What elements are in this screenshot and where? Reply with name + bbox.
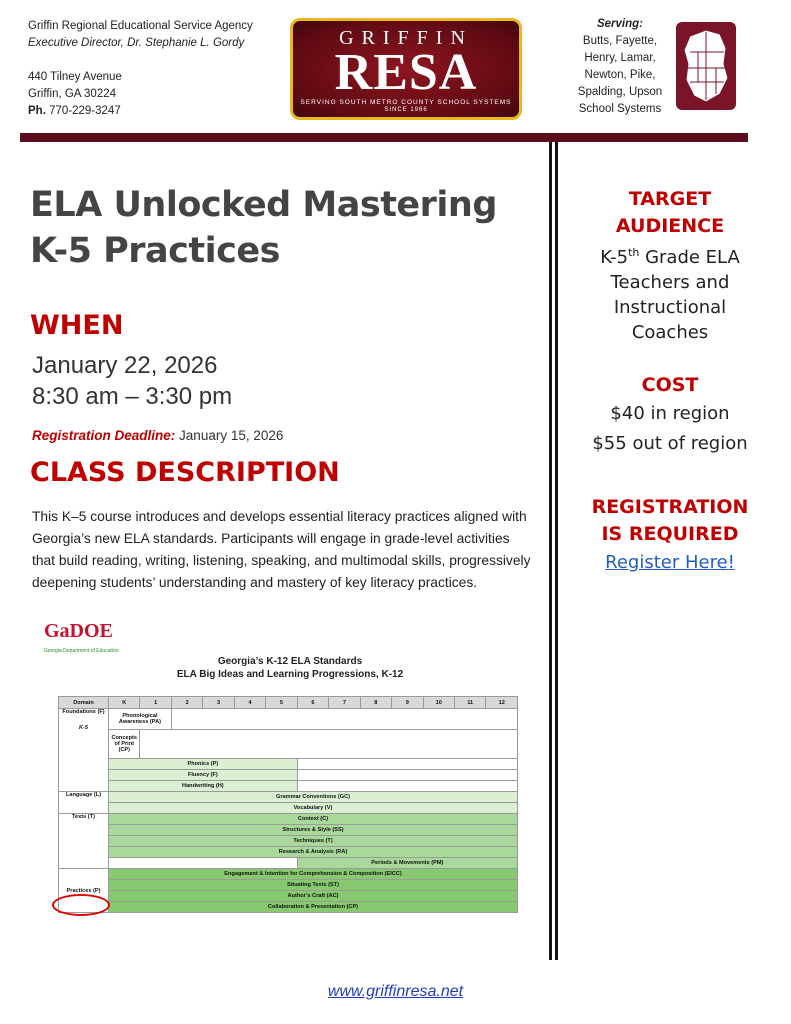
standards-title: Georgia’s K-12 ELA Standards ELA Big Ideas and Learning Progressions, K-12: [176, 656, 404, 680]
registration-deadline: Registration Deadline: January 15, 2026: [32, 428, 284, 443]
class-description-heading: CLASS DESCRIPTION: [30, 457, 340, 488]
table-row: Foundations (F) K-5 Phonological Awareness (PA): [59, 709, 518, 730]
table-row: Techniques (T): [59, 836, 518, 847]
event-date: January 22, 2026: [32, 352, 218, 379]
domain-texts: Texts (T): [59, 814, 109, 869]
column-divider: [555, 142, 558, 960]
domain-foundations: Foundations (F) K-5: [59, 709, 109, 792]
table-row: Research & Analysis (RA): [59, 847, 518, 858]
column-divider: [549, 142, 552, 960]
table-header-row: Domain K 1 2 3 4 5 6 7 8 9 10 11 12: [59, 697, 518, 709]
event-time: 8:30 am – 3:30 pm: [32, 383, 233, 410]
agency-info: [28, 18, 253, 120]
when-details: [32, 350, 232, 412]
table-row: Practices (P) Engagement & Intention for Comprehension & Composition (EICC): [59, 869, 518, 880]
table-row: Structures & Style (SS): [59, 825, 518, 836]
table-row: Concepts of Print (CP): [59, 730, 518, 759]
register-link[interactable]: Register Here!: [605, 552, 735, 573]
cost-section: COST $40 in region $55 out of region: [592, 374, 748, 454]
table-row: Phonics (P): [59, 759, 518, 770]
phone: Ph. 770-229-3247: [28, 105, 121, 117]
address-line-2: Griffin, GA 30224: [28, 88, 117, 100]
table-row: Collaboration & Presentation (CP): [59, 902, 518, 913]
page-title: ELA Unlocked Mastering K-5 Practices: [30, 185, 497, 271]
when-heading: WHEN: [30, 310, 124, 341]
griffin-resa-logo: GRIFFIN RESA SERVING SOUTH METRO COUNTY SCHOOL SYSTEMS SINCE 1966: [290, 18, 522, 120]
county-map-icon: [676, 22, 736, 110]
table-row: Author’s Craft (AC): [59, 891, 518, 902]
website-link[interactable]: www.griffinresa.net: [327, 983, 464, 1000]
table-row: Language (L) Grammar Conventions (GC): [59, 792, 518, 803]
address-line-1: 440 Tilney Avenue: [28, 71, 122, 83]
table-row: Vocabulary (V): [59, 803, 518, 814]
class-description-text: This K–5 course introduces and develops essential literacy practices aligned with Georgia’s new ELA standards. Participants will engage in grade-level activities that build reading, writing, listening, speaking, and multimodal skills, progressively deepening students’ understanding and mastery of key literacy practices.: [32, 509, 531, 590]
standards-table: [58, 696, 518, 913]
gadoe-logo: GaDOE: [44, 620, 113, 642]
target-audience: TARGET AUDIENCE K-5th Grade ELA Teachers and Instructional Coaches: [600, 188, 740, 343]
gadoe-logo-subtitle: Georgia Department of Education: [44, 648, 119, 654]
registration-section: REGISTRATION IS REQUIRED Register Here!: [591, 496, 749, 573]
agency-name: Griffin Regional Educational Service Agency: [28, 20, 253, 32]
serving-title: Serving:: [596, 18, 643, 30]
table-row: Situating Texts (ST): [59, 880, 518, 891]
domain-language: Language (L): [59, 792, 109, 814]
serving-list: Serving: Butts, Fayette, Henry, Lamar, Newton, Pike, Spalding, Upson School Systems: [566, 16, 674, 118]
table-row: Fluency (F): [59, 770, 518, 781]
header-divider: [20, 133, 748, 142]
table-row: Periods & Movements (PM): [59, 858, 518, 869]
practices-highlight-circle: [52, 894, 110, 916]
director-name: Executive Director, Dr. Stephanie L. Gordy: [28, 37, 245, 49]
table-row: Handwriting (H): [59, 781, 518, 792]
domain-practices: Practices (P): [59, 869, 109, 913]
table-row: Texts (T) Context (C): [59, 814, 518, 825]
